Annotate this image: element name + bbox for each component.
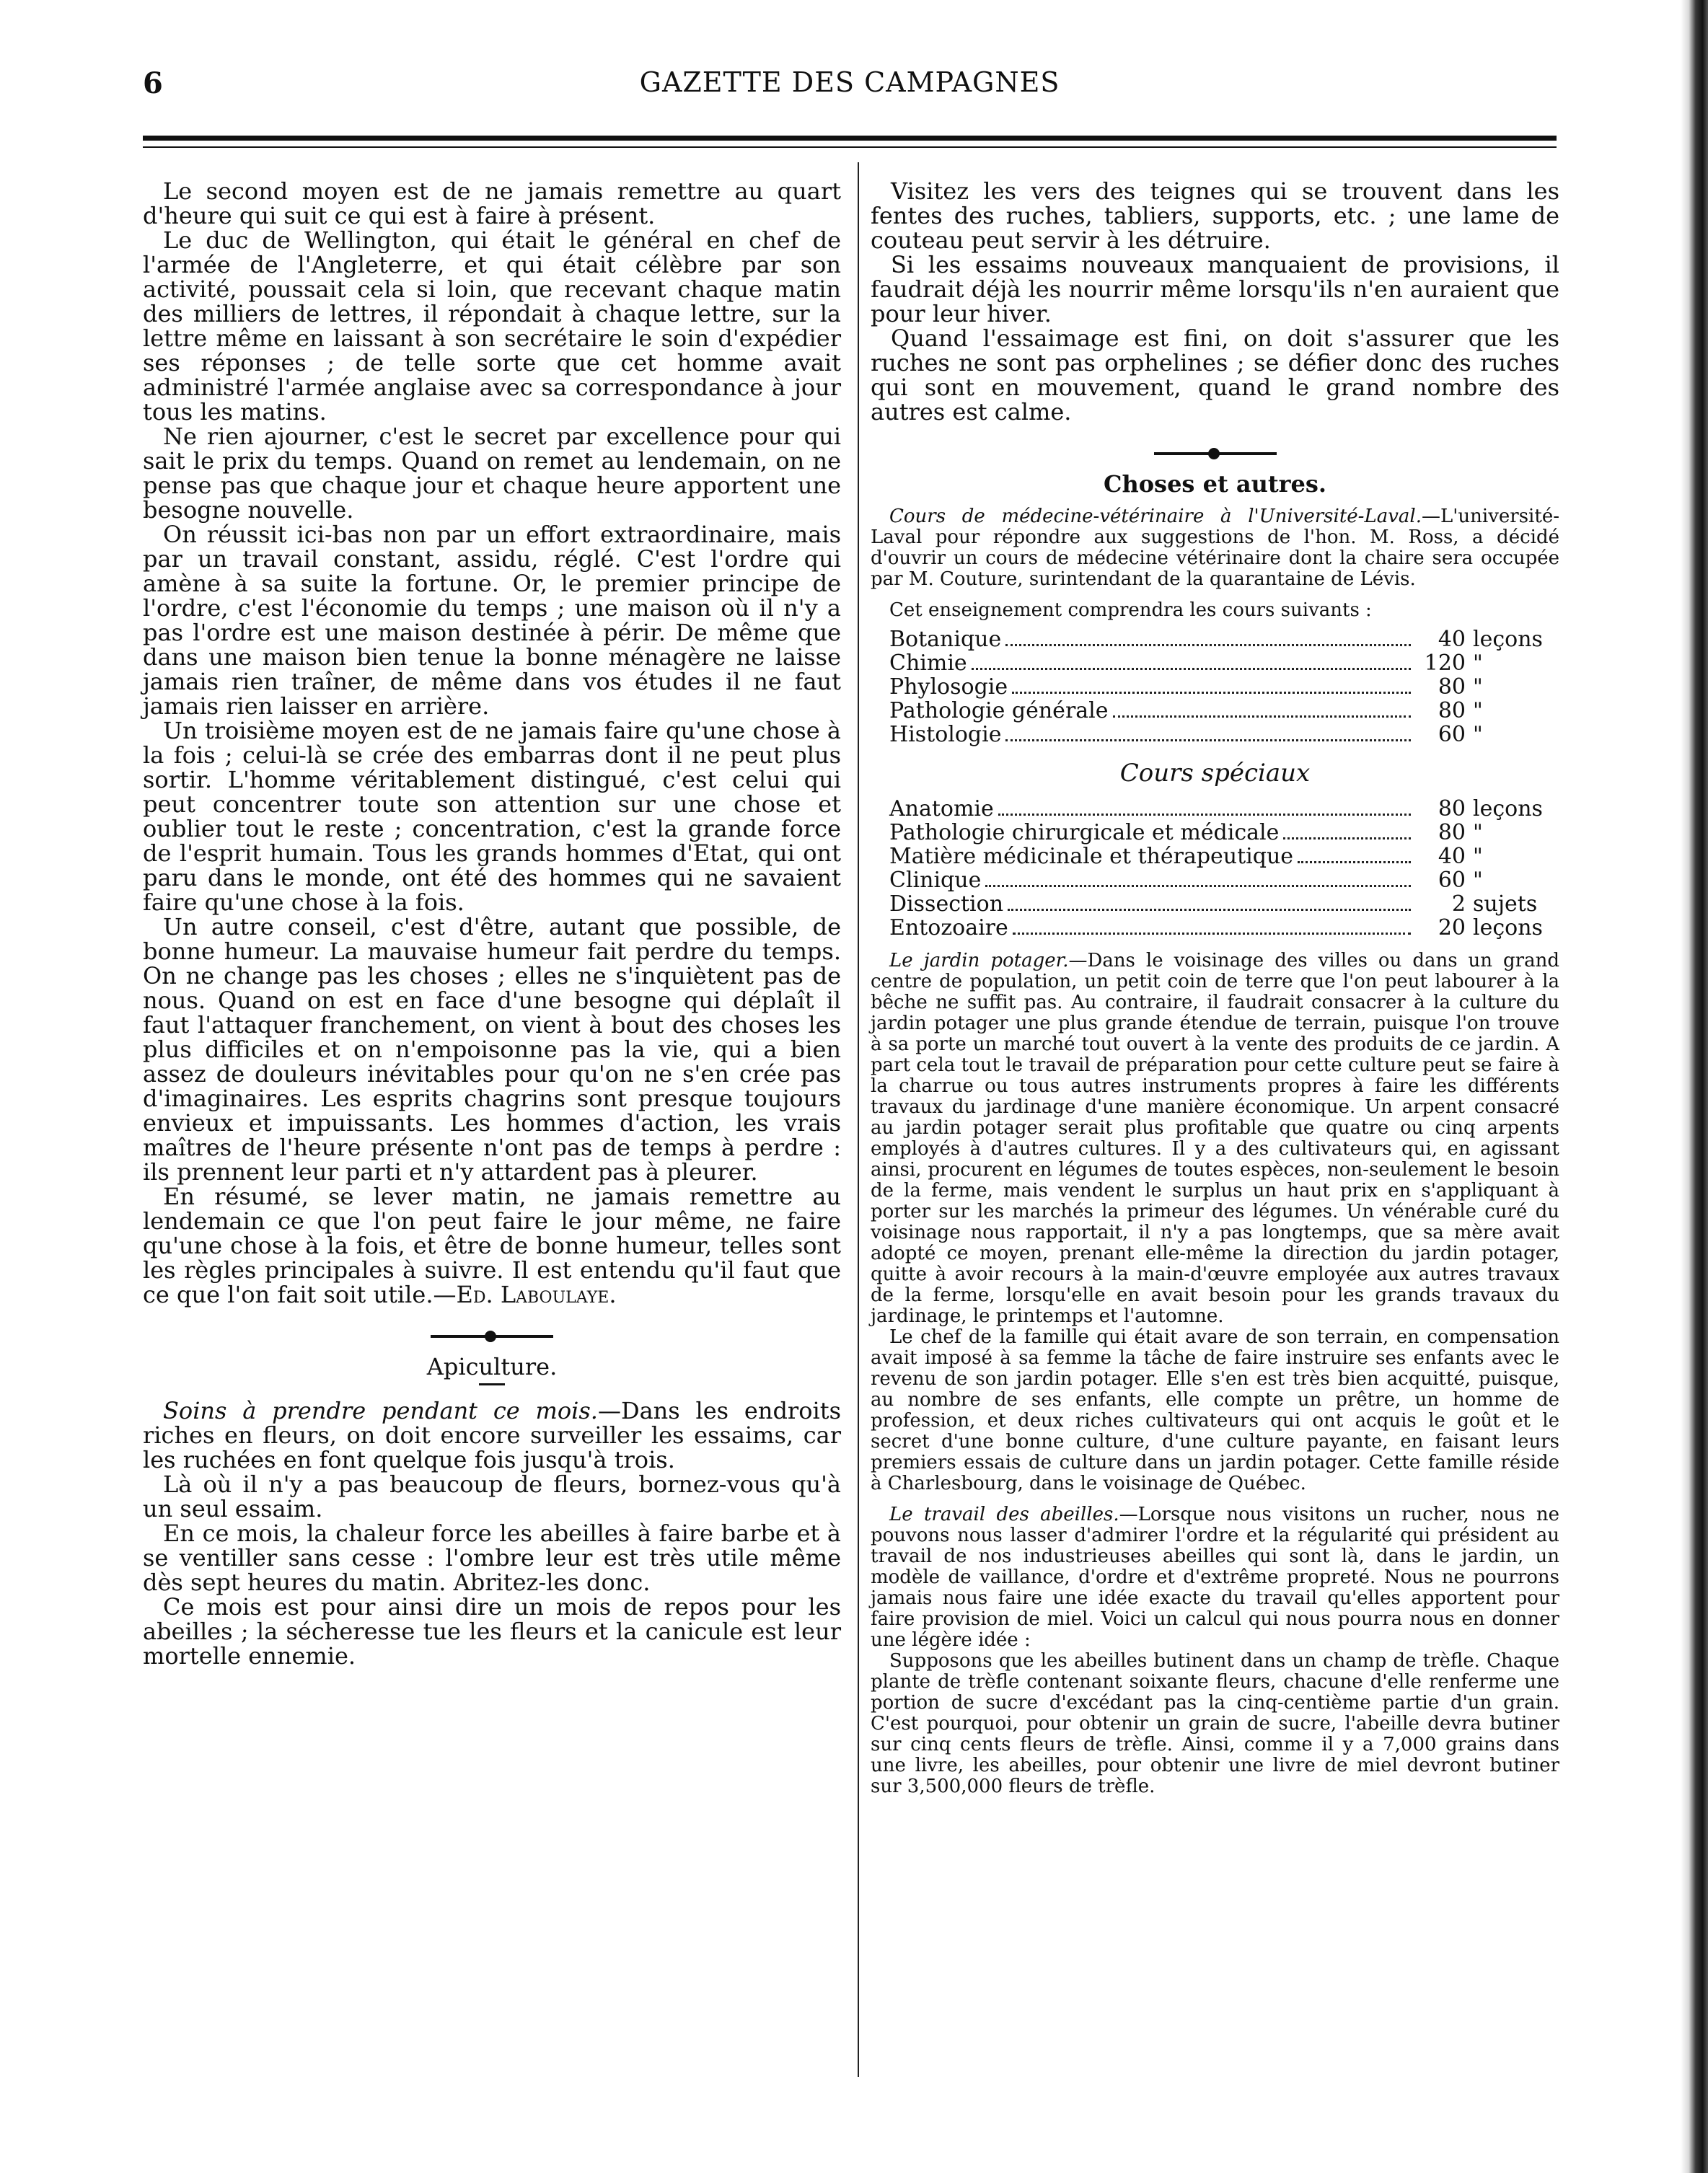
paragraph: Visitez les vers des teignes qui se trouvent dans les fentes des ruches, tabliers, supports, etc. ; une lame de couteau peut servir à les détruire. <box>871 177 1559 254</box>
course-count: 120 <box>1424 651 1466 676</box>
header-rule-thin <box>143 146 1557 148</box>
course-row <box>889 845 1559 869</box>
paragraph: Le duc de Wellington, qui était le général en chef de l'armée de l'Angleterre, et qui était célèbre par son activité, poussait cela si loin, que recevant chaque matin des milliers de lettres, il répondait à chaque lettre, sur la lettre même en laissant à son secrétaire le soin d'expédier ses réponses ; de telle sorte que cet homme avait administré l'armée anglaise avec sa correspondance à jour tous les matins. <box>143 226 841 426</box>
course-name: Anatomie <box>889 796 994 821</box>
course-count: 60 <box>1438 868 1466 893</box>
course-row <box>889 798 1559 821</box>
section-ornament <box>871 444 1559 456</box>
closing-text: En résumé, se lever matin, ne jamais remettre au lendemain ce que l'on peut faire le jour même, ne faire qu'une chose à la fois, et être de bonne humeur, telles sont les règles principales à suivre. Il est entendu qu'il faut que ce que l'on fait soit utile.— <box>143 1183 841 1308</box>
course-count: 60 <box>1438 722 1466 747</box>
course-count: 80 <box>1438 796 1466 821</box>
course-unit: " <box>1473 820 1483 845</box>
course-row <box>889 869 1559 893</box>
page-header <box>143 66 1557 110</box>
course-unit: " <box>1473 651 1483 676</box>
header-rule-thick <box>143 136 1557 141</box>
course-row <box>889 723 1559 747</box>
course-count: 80 <box>1438 698 1466 723</box>
section-ornament <box>143 1327 841 1339</box>
enseignement-intro: Cet enseignement comprendra les cours suivants : <box>889 599 1372 621</box>
paragraph: Un autre conseil, c'est d'être, autant que possible, de bonne humeur. La mauvaise humeur fait perdre du temps. On ne change pas les choses ; elles ne s'inquiètent pas de nous. Quand on est en face d'une besogne qui déplaît il faut l'attaquer franchement, on vient à bout des choses les plus difficiles et on n'empoisonne pas la vie, qui a bien assez de douleurs inévitables pour qu'on ne s'en crée pas d'imaginaires. Les esprits chagrins sont presque toujours envieux et impuissants. Les hommes d'action, les vrais maîtres de l'heure présente n'ont pas de temps à perdre : ils prennent leur parti et n'y attardent pas à pleurer. <box>143 913 841 1186</box>
paragraph: Un troisième moyen est de ne jamais faire qu'une chose à la fois ; celui-là se crée des embarras dont il ne peut plus sortir. L'homme véritablement distingué, c'est celui qui peut concentrer toute son attention sur une chose et oublier tout le reste ; concentration, c'est la grande force de l'esprit humain. Tous les grands hommes d'Etat, qui ont paru dans le monde, ont été des hommes qui ne savaient faire qu'une chose à la fois. <box>143 717 841 916</box>
abeilles-paragraph <box>871 1504 1559 1651</box>
course-unit: sujets <box>1473 891 1538 917</box>
course-row <box>889 676 1559 700</box>
course-name: Pathologie générale <box>889 698 1109 723</box>
scanned-page-edge <box>1681 0 1708 2173</box>
paragraph: On réussit ici-bas non par un effort extraordinaire, mais par un travail constant, assidu, réglé. C'est l'ordre qui amène à sa suite la fortune. Or, le premier principe de l'ordre, c'est l'économie du temps ; une maison où il n'y a pas l'ordre est une maison destinée à périr. De même que dans une maison bien tenue la bonne ménagère ne laisse jamais rien traîner, de même dans vos études il ne faut jamais rien laisser en arrière. <box>143 521 841 720</box>
running-title: GAZETTE DES CAMPAGNES <box>639 66 1060 98</box>
paragraph: Ne rien ajourner, c'est le secret par excellence pour qui sait le prix du temps. Quand on remet au lendemain, on ne pense pas que chaque jour et chaque heure apportent une besogne nouvelle. <box>143 423 841 524</box>
course-count: 80 <box>1438 674 1466 700</box>
lead-heading: Soins à prendre pendant ce mois. <box>163 1397 598 1424</box>
section-title-choses: Choses et autres. <box>1103 470 1327 498</box>
paragraph: Quand l'essaimage est fini, on doit s'assurer que les ruches ne sont pas orphelines ; se défier donc des ruches qui sont en mouvement, quand le grand nombre des autres est calme. <box>871 325 1559 426</box>
paragraph: Le chef de la famille qui était avare de son terrain, en compensation avait imposé à sa femme la tâche de faire instruire ses enfants avec le revenu de son jardin potager. Elle s'en est très bien acquitté, puisque, au nombre de ses enfants, elle compte un prêtre, un homme de profession, et deux riches cultivateurs qui ont acquis le goût et le secret d'une bonne culture, d'une culture payante, en faisant leurs premiers essais de culture dans un jardin potager. Cette famille réside à Charlesbourg, dans le voisinage de Québec. <box>871 1326 1559 1494</box>
course-row <box>889 917 1559 940</box>
course-count: 40 <box>1438 627 1466 652</box>
lead-heading: Le jardin potager. <box>889 950 1069 971</box>
right-column <box>871 179 1559 1797</box>
paragraph: Là où il n'y a pas beaucoup de fleurs, bornez-vous qu'à un seul essaim. <box>143 1471 841 1522</box>
author-signature: Ed. Laboulaye. <box>456 1281 617 1308</box>
paragraph: Ce mois est pour ainsi dire un mois de repos pour les abeilles ; la sécheresse tue les fleurs et la canicule est leur mortelle ennemie. <box>143 1593 841 1670</box>
course-name: Histologie <box>889 722 1002 747</box>
lead-text: —L'université-Laval pour répondre aux suggestions de l'hon. M. Ross, a décidé d'ouvrir un cours de médecine vétérinaire dont la chaire sera occupée par M. Couture, surintendant de la quarantaine de Lévis. <box>871 506 1559 590</box>
course-count: 40 <box>1438 844 1466 869</box>
course-count: 2 <box>1451 891 1466 917</box>
lead-text: —Dans les endroits riches en fleurs, on doit encore surveiller les essaims, car les ruchées en font quelque fois jusqu'à trois. <box>143 1397 842 1473</box>
left-column <box>143 179 841 1668</box>
course-unit: " <box>1473 868 1483 893</box>
column-divider <box>858 162 859 2077</box>
course-name: Pathologie chirurgicale et médicale <box>889 820 1280 845</box>
special-courses-title: Cours spéciaux <box>1119 759 1311 788</box>
course-name: Dissection <box>889 891 1004 917</box>
course-name: Matière médicinale et thérapeutique <box>889 844 1294 869</box>
special-course-list <box>889 798 1559 940</box>
paragraph: En ce mois, la chaleur force les abeilles à faire barbe et à se ventiller sans cesse : l'ombre leur est très utile même dès sept heures du matin. Abritez-les donc. <box>143 1520 841 1596</box>
course-unit: leçons <box>1473 796 1543 821</box>
course-row <box>889 700 1559 723</box>
course-row <box>889 628 1559 652</box>
lead-heading: Cours de médecine-vétérinaire à l'Université-Laval. <box>889 506 1422 527</box>
course-unit: " <box>1473 674 1483 700</box>
lead-text: —Lorsque nous visitons un rucher, nous ne pouvons nous lasser d'admirer l'ordre et la régularité qui président au travail de nos industrieuses abeilles qui sont là, dans le jardin, un modèle de vaillance, d'ordre et d'extrême propreté. Nous ne pourrons jamais nous faire une idée exacte du travail qu'elles apportent pour faire provision de miel. Voici un calcul qui nous pourra nous en donner une légère idée : <box>871 1504 1559 1651</box>
course-name: Chimie <box>889 651 967 676</box>
course-unit: " <box>1473 698 1483 723</box>
lead-text: —Dans le voisinage des villes ou dans un grand centre de population, un petit coin de terre que l'on peut labourer à la bêche ne suffit pas. Au contraire, il faudrait consacrer à la culture du jardin potager une plus grande étendue de terrain, puisque l'on trouve à sa porte un marché tout ouvert à la vente des produits de ce jardin. A part cela tout le travail de préparation pour cette culture peut se faire à la charrue ou tous autres instruments propres à faire les différents travaux du jardinage d'une manière économique. Un arpent consacré au jardin potager serait plus profitable que quatre ou cinq arpents employés à d'autres cultures. Il y a des cultivateurs qui, en agissant ainsi, procurent en légumes de toutes espèces, non-seulement le besoin de la ferme, mais vendent le surplus un haut prix en s'appliquant à porter sur les marchés la primeur des légumes. Un vénérable curé du voisinage nous rapportait, il n'y a pas longtemps, que sa mère avait adopté ce moyen, prenant elle-même la direction du jardin potager, quitte à avoir recours à la main-d'œuvre employée aux autres travaux de la ferme, lorsqu'elle en avait besoin pour les grands travaux du jardinage, le printemps et l'automne. <box>871 950 1559 1327</box>
course-name: Entozoaire <box>889 915 1008 940</box>
lead-heading: Le travail des abeilles. <box>889 1504 1119 1525</box>
course-unit: leçons <box>1473 627 1543 652</box>
course-unit: leçons <box>1473 915 1543 940</box>
course-name: Botanique <box>889 627 1002 652</box>
page-number: 6 <box>143 66 163 100</box>
jardin-paragraph <box>871 951 1559 1327</box>
course-unit: " <box>1473 722 1483 747</box>
paragraph: Si les essaims nouveaux manquaient de provisions, il faudrait déjà les nourrir même lorsqu'ils n'en auraient que pour leur hiver. <box>871 251 1559 327</box>
course-name: Clinique <box>889 868 982 893</box>
course-list <box>889 628 1559 747</box>
paragraph: Le second moyen est de ne jamais remettre au quart d'heure qui suit ce qui est à faire à présent. <box>143 177 841 229</box>
paragraph: Supposons que les abeilles butinent dans un champ de trèfle. Chaque plante de trèfle contenant soixante fleurs, chacune d'elle renferme une portion de sucre d'excédant pas la cinq-centième partie d'un grain. C'est pourquoi, pour obtenir un grain de sucre, l'abeille devra butiner sur cinq cents fleurs de trèfle. Ainsi, comme il y a 7,000 grains dans une livre, les abeilles, pour obtenir une livre de miel devront butiner sur 3,500,000 fleurs de trèfle. <box>871 1650 1559 1797</box>
title-underline <box>479 1383 505 1385</box>
course-name: Phylosogie <box>889 674 1008 700</box>
course-count: 80 <box>1438 820 1466 845</box>
apiculture-lead-paragraph <box>143 1398 841 1472</box>
course-count: 20 <box>1438 915 1466 940</box>
course-row <box>889 821 1559 845</box>
closing-paragraph <box>143 1184 841 1307</box>
section-title-apiculture: Apiculture. <box>426 1353 558 1380</box>
course-row <box>889 652 1559 676</box>
course-row <box>889 893 1559 917</box>
course-unit: " <box>1473 844 1483 869</box>
cours-paragraph <box>871 506 1559 590</box>
